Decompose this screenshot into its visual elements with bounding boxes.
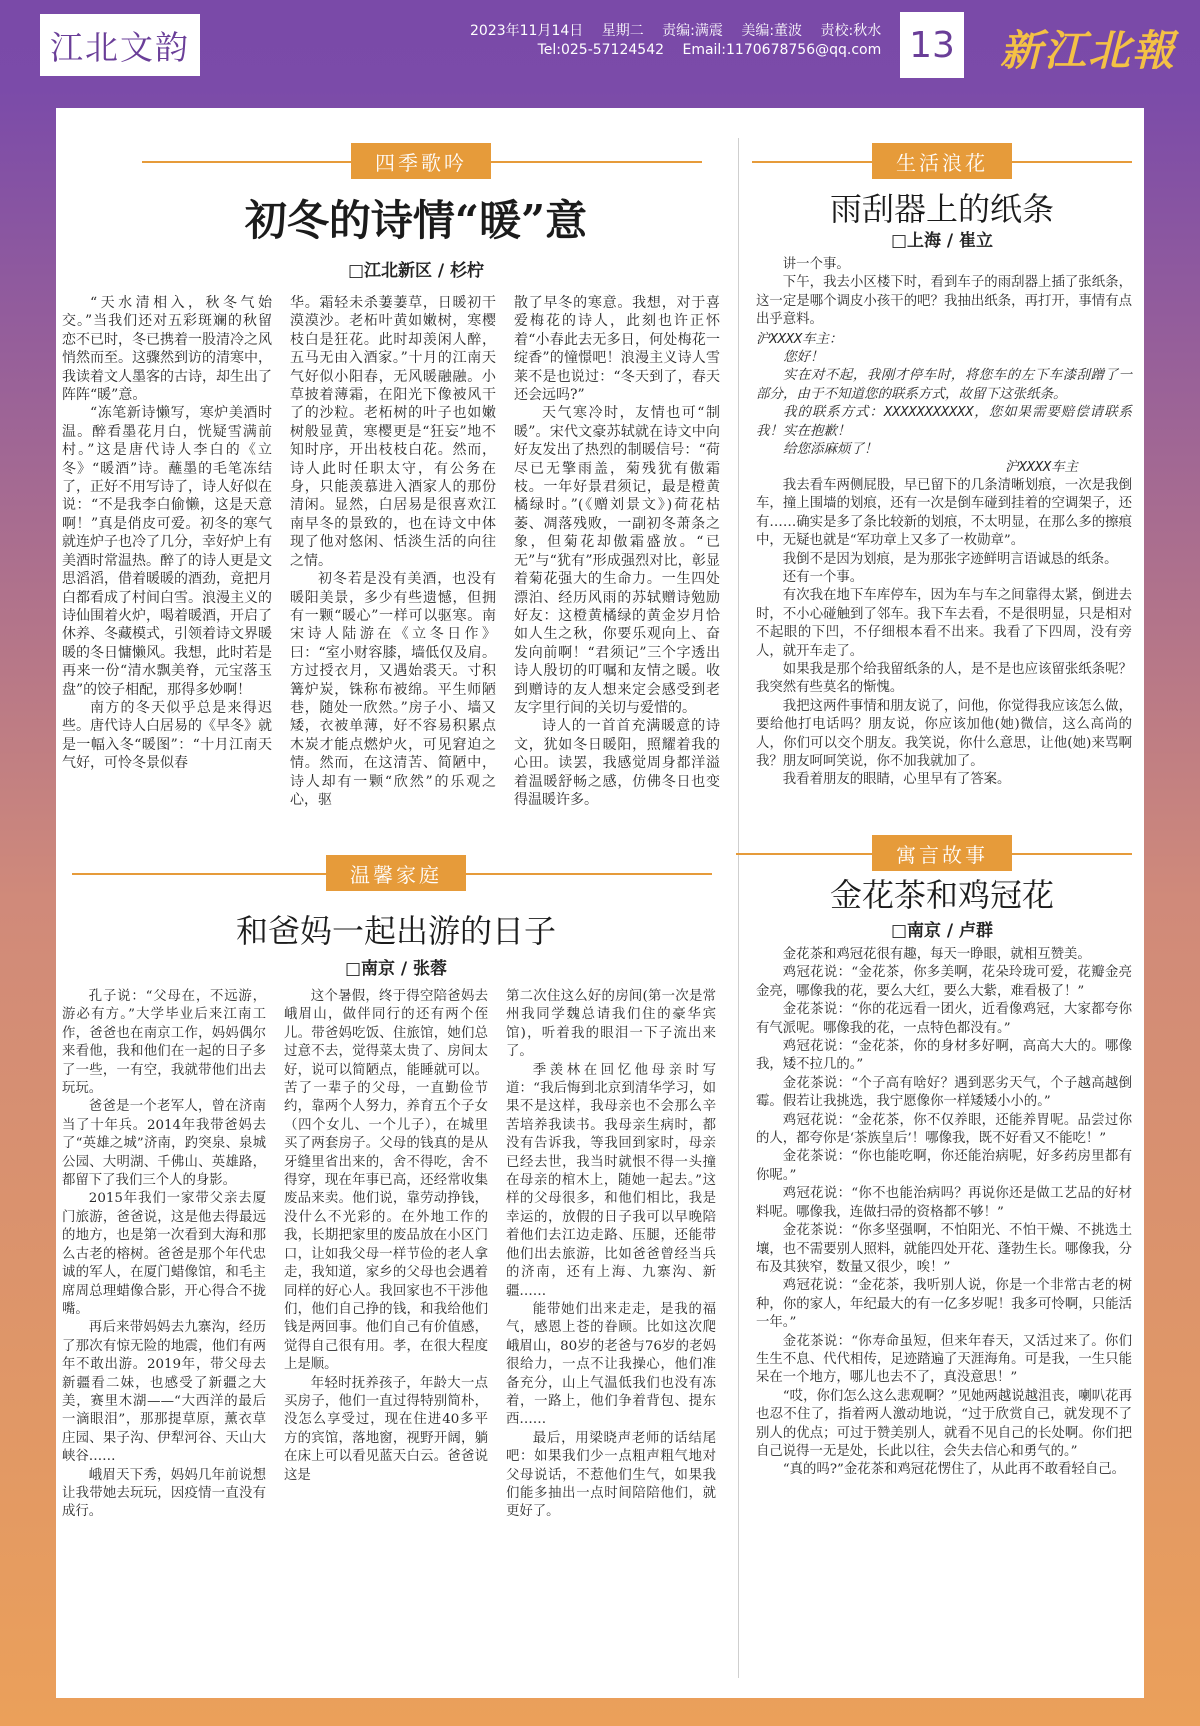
article-column-2 [290,294,496,809]
section-name: 江北文韵 [40,14,200,76]
paragraph: “哎，你们怎么这么悲观啊？”见她两越说越沮丧，喇叭花再也忍不住了，指着两人激动地说，“过于欣赏自己，就发现不了别人的优点；可过于赞美别人，就看不见自己的长处啊。你们把自己说得一无是处，长此以往，会失去信心和勇气的。” [756,1388,1132,1459]
article-title: 初冬的诗情“暖”意 [244,196,588,245]
paragraph: 金花茶说：“你多坚强啊，不怕阳光、不怕干燥、不挑选土壤，也不需要别人照料，就能四处开花、蓬勃生长。哪像我，分布及其狭窄，数量又很少，唉！” [756,1223,1132,1275]
paragraph: 峨眉天下秀，妈妈几年前说想让我带她去玩玩，因疫情一直没有成行。 [62,1467,266,1520]
section-tag: 生活浪花 [872,143,1012,179]
section-tag: 四季歌吟 [351,143,491,179]
paragraph: 鸡冠花说：“你不也能治病吗？再说你还是做工艺品的好材料呢。哪像我，连做扫帚的资格都不够！” [756,1186,1132,1220]
paragraph: 如果我是那个给我留纸条的人，是不是也应该留张纸条呢？我突然有些莫名的惭愧。 [756,661,1132,696]
note-text [756,330,1132,477]
paragraph: 金花茶说：“你寿命虽短，但来年春天，又活过来了。你们生生不息、代代相传，足迹踏遍了天涯海角。可是我，一生只能呆在一个地方，哪儿也去不了，真没意思！” [756,1333,1132,1386]
paragraph: 金花茶说：“个子高有啥好？遇到恶劣天气，个子越高越倒霉。假若让我挑选，我宁愿像你一样矮矮小小的。” [756,1075,1132,1110]
editor-credit: 责编:满震 [662,23,723,39]
article-column-1 [62,294,272,773]
paragraph: 金花茶说：“你也能吃啊，你还能治病呢，好多药房里都有你呢。” [756,1149,1132,1183]
note-salutation: 沪XXXX车主： [756,330,843,347]
paragraph: 初冬若是没有美酒，也没有暖阳美景，多少有些遗憾，但拥有一颗“暖心”一样可以驱寒。南宋诗人陆游在《立冬日作》曰：“室小财容膝，墙低仅及肩。方过授衣月，又遇始裘天。寸积篝炉炭，铢称布被绵。平生师陋巷，随处一欣然。”房子小、墙又矮，衣被单薄，好不容易积累点木炭才能点燃炉火，可见窘迫之情。然而，在这清苦、简陋中，诗人却有一颗“欣然”的乐观之心，驱 [290,571,496,808]
header-line-2 [456,41,881,60]
paragraph: 天气寒冷时，友情也可“制暖”。宋代文豪苏轼就在诗文中向好友发出了热烈的制暖信号：“荷尽已无擎雨盖，菊残犹有傲霜枝。一年好景君须记，最是橙黄橘绿时。”(《赠刘景文》)荷花枯萎、凋落残败，一副初冬萧条之象，但菊花却傲霜盛放。“已无”与“犹有”形成强烈对比，彰显着菊花强大的生命力。一生四处漂泊、经历风雨的苏轼赠诗勉励好友：这橙黄橘绿的黄金岁月恰如人生之秋，你要乐观向上、奋发向前啊！“君须记”三个字透出诗人殷切的叮嘱和友情之暖。收到赠诗的友人想来定会感受到老友字里行间的关切与爱惜的。 [514,405,720,716]
paragraph: 能带她们出来走走，是我的福气，感恩上苍的眷顾。比如这次爬峨眉山，80岁的老爸与76岁的老妈很给力，一点不让我操心，他们准备充分，山上气温低我们也没有冻着，一路上，他们争着背包、提东西…… [506,1301,716,1428]
note-line: 您好！ [783,349,824,366]
contact-tel: Tel:025-57124542 [537,42,665,58]
article-byline: □南京 / 卢群 [890,921,994,941]
paragraph: 再后来带妈妈去九寨沟，经历了那次有惊无险的地震，他们有两年不敢出游。2019年，带父母去新疆看二妹，也感受了新疆之大美，赛里木湖——“大西洋的最后一滴眼泪”，那那提草原，薰衣草庄园、果子沟、伊犁河谷、天山大峡谷…… [62,1320,266,1465]
article-byline: □上海 / 崔立 [890,231,994,251]
header-line-1 [456,22,881,41]
header-info [456,22,881,60]
paragraph: 有次我在地下车库停车，因为车与车之间靠得太紧，倒进去时，不小心碰触到了邻车。我下车去看，不是很明显，只是相对不起眼的下凹，不仔细根本看不出来。我看了下四周，没有旁人，就开车走了。 [756,588,1132,659]
page-number: 13 [900,12,964,78]
article-column-2 [284,988,488,1485]
contact-email: Email:1170678756@qq.com [682,42,882,58]
paragraph: “真的吗?”金花茶和鸡冠花愣住了，从此再不敢看轻自己。 [782,1462,1126,1478]
article-body [756,256,1132,790]
paragraph: 爸爸是一个老军人，曾在济南当了十年兵。2014年我带爸妈去了“英雄之城”济南，趵突泉、泉城公园、大明湖、千佛山、英雄路，都留下了我们三个人的身影。 [62,1099,266,1189]
note-signature: 沪XXXX车主 [1004,459,1078,476]
article-title: 金花茶和鸡冠花 [829,876,1054,914]
paragraph: 鸡冠花说：“金花茶，我听别人说，你是一个非常古老的树种，你的家人，年纪最大的有一亿多岁呢！我多可怜啊，只能活一年。” [756,1278,1132,1331]
paragraph: 这个暑假，终于得空陪爸妈去峨眉山，做伴同行的还有两个侄儿。带爸妈吃饭、住旅馆，她们总过意不去，觉得菜太贵了、房间太好，说可以简陋点，能睡就可以。苦了一辈子的父母，一直勤俭节约，靠两个人努力，养育五个子女（四个女儿、一个儿子），在城里买了两套房子。父母的钱真的是从牙缝里省出来的，舍不得吃，舍不得穿，现在年事已高，还经常收集废品来卖。他们说，靠劳动挣钱，没什么不光彩的。在外地工作的我，长期把家里的废品放在小区门口，让如我父母一样节俭的老人拿走，我知道，家乡的父母也会遇着同样的好心人。我回家也不干涉他们，他们自己挣的钱，和我给他们钱是两回事。他们自己有价值感，觉得自己很有用。孝，在很大程度上是顺。 [284,989,488,1373]
issue-weekday: 星期二 [601,23,644,39]
paragraph: 讲一个事。 [782,257,850,272]
paragraph: 还有一个事。 [782,569,864,585]
article-column-3 [514,294,720,809]
paragraph: 最后，用梁晓声老师的话结尾吧：如果我们少一点粗声粗气地对父母说话，不惹他们生气，如果我们能多抽出一点时间陪陪他们，就更好了。 [506,1430,716,1520]
note-line: 实在对不起，我刚才停车时，将您车的左下车漆刮蹭了一部分，由于不知道您的联系方式，故留下这张纸条。 [756,367,1132,402]
paragraph: 第二次住这么好的房间(第一次是常州我同学魏总请我们住的豪华宾馆)，听着我的眼泪一下子流出来了。 [506,989,716,1060]
paragraph: “冻笔新诗懒写，寒炉美酒时温。醉看墨花月白，恍疑雪满前村。”这是唐代诗人李白的《立冬》“暖酒”诗。蘸墨的毛笔冻结了，正好不用写诗了，诗人好似在说：“不是我李白偷懒，这是天意啊！”真是俏皮可爱。初冬的寒气就连炉子也冷了几分，幸好炉上有美酒时常温热。醉了的诗人更是文思滔滔，借着暖暖的酒劲，竟把月白都看成了村间白雪。浪漫主义的诗仙围着火炉，喝着暖酒，开启了休养、冬藏模式，引领着诗文界暖暖的冬日慵懒风。我想，此时若是再来一份“清水飘美脊，元宝落玉盘”的饺子相配，那得多妙啊！ [62,405,272,698]
paragraph: 孔子说：“父母在，不远游，游必有方。”大学毕业后来江南工作，爸爸也在南京工作，妈妈偶尔来看他，我和他们在一起的日子多了一些，一有空，我就带他们出去玩玩。 [62,989,266,1097]
paragraph: 金花茶和鸡冠花很有趣，每天一睁眼，就相互赞美。 [782,947,1091,962]
paragraph: 散了早冬的寒意。我想，对于喜爱梅花的诗人，此刻也许正怀着“小春此去无多日，何处梅花一绽香”的憧憬吧！浪漫主义诗人雪莱不是也说过：“冬天到了，春天还会远吗?” [514,295,720,404]
paragraph: 2015年我们一家带父亲去厦门旅游，爸爸说，这是他去得最远的地方，也是第一次看到大海和那么古老的榕树。爸爸是那个年代忠诚的军人，在厦门蜡像馆，和毛主席周总理蜡像合影，开心得合不拢嘴。 [62,1191,266,1317]
paragraph: 鸡冠花说：“金花茶，你多美啊，花朵玲珑可爱，花瓣金亮金亮，哪像我的花，要么大红，要么大紫，难看极了！” [756,965,1132,999]
article-column-3 [506,988,716,1522]
paragraph: 华。霜轻未杀萋萋草，日暖初干漠漠沙。老柘叶黄如嫩树，寒樱枝白是狂花。此时却羡闲人醉，五马无由入酒家。”十月的江南天气好似小阳春，无风暖融融。小草披着薄霜，在阳光下像被风干了的沙粒。老柘树的叶子也如嫩树般显黄，寒樱更是“狂妄”地不知时序，开出枝枝白花。然而，诗人此时任职太守，有公务在身，只能羡慕进入酒家人的那份清闲。显然，白居易是很喜欢江南早冬的景致的，也在诗文中体现了他对悠闲、恬淡生活的向往之情。 [290,295,496,569]
paragraph: 诗人的一首首充满暖意的诗文，犹如冬日暖阳，照耀着我的心田。读罢，我感觉周身都洋溢着温暖舒畅之感，仿佛冬日也变得温暖许多。 [514,718,720,808]
column-divider [738,138,739,1678]
art-credit: 美编:董波 [741,23,803,39]
article-byline: □江北新区 / 杉柠 [347,261,485,281]
section-tag: 温馨家庭 [326,855,466,891]
paragraph: 年轻时抚养孩子，年龄大一点买房子，他们一直过得特别简朴，没怎么享受过，现在住进40多平方的宾馆，落地窗，视野开阔，躺在床上可以看见蓝天白云。爸爸说这是 [284,1375,488,1483]
section-tag: 寓言故事 [872,835,1012,871]
article-byline: □南京 / 张蓉 [344,959,448,979]
paragraph: 我看着朋友的眼睛，心里早有了答案。 [782,772,1011,788]
paragraph: 季羡林在回忆他母亲时写道：“我后悔到北京到清华学习，如果不是这样，我母亲也不会那么辛苦培养我读书。我母亲生病时，都没有告诉我，等我回到家时，母亲已经去世，我当时就恨不得一头撞在母亲的棺木上，随她一起去。”这样的父母很多，和他们相比，我是幸运的，放假的日子我可以早晚陪着他们去江边走路、压腿，还能带他们出去旅游，比如爸爸曾经当兵的济南，还有上海、九寨沟、新疆…… [506,1062,716,1299]
paragraph: 我倒不是因为划痕，是为那张字迹鲜明言语诚恳的纸条。 [782,551,1118,567]
issue-date: 2023年11月14日 [470,23,584,39]
paragraph: “天水清相入，秋冬气始交。”当我们还对五彩斑斓的秋留恋不已时，冬已携着一股清冷之风悄然而至。这骤然到访的清寒中，我读着文人墨客的古诗，却生出了阵阵“暖”意。 [62,295,272,404]
article-column-1 [62,988,266,1522]
proof-credit: 责校:秋水 [820,23,882,39]
paragraph: 我把这两件事情和朋友说了，问他，你觉得我应该怎么做，要给他打电话吗？朋友说，你应该加他(她)微信，这么高尚的人，你们可以交个朋友。我笑说，你什么意思，让他(她)来骂啊我？朋友呵呵笑说，你不加我就加了。 [756,698,1132,769]
paragraph: 我去看车两侧屁股，早已留下的几条清晰划痕，一次是我倒车，撞上围墙的划痕，还有一次是倒车碰到挂着的空调架子，还有……确实是多了条比较新的划痕，不太明显，在那么多的擦痕中，无疑也就是“军功章上又多了一枚勋章”。 [756,477,1132,549]
paragraph: 鸡冠花说：“金花茶，你不仅养眼，还能养胃呢。品尝过你的人，都夸你是‘茶族皇后’！哪像我，既不好看又不能吃！” [756,1112,1132,1147]
article-body [756,946,1132,1480]
article-title: 和爸妈一起出游的日子 [235,912,556,950]
page-body [56,108,1144,1698]
paragraph: 金花茶说：“你的花远看一团火，近看像鸡冠，大家都夸你有气派呢。哪像我的花，一点特色都没有。” [756,1002,1132,1036]
note-line: 我的联系方式：XXXXXXXXXXX，您如果需要赔偿请联系我！实在抱歉！ [756,404,1132,439]
paragraph: 南方的冬天似乎总是来得迟些。唐代诗人白居易的《早冬》就是一幅入冬“暖图”：“十月江南天气好，可怜冬景似春 [62,699,272,772]
newspaper-logo: 新江北報 [1000,26,1177,75]
paragraph: 鸡冠花说：“金花茶，你的身材多好啊，高高大大的。哪像我，矮不拉几的。” [756,1039,1132,1073]
note-line: 给您添麻烦了！ [783,441,878,458]
paragraph: 下午，我去小区楼下时，看到车子的雨刮器上插了张纸条，这一定是哪个调皮小孩干的吧？我抽出纸条，再打开，事情有点出乎意料。 [756,275,1132,328]
article-title: 雨刮器上的纸条 [829,190,1054,228]
